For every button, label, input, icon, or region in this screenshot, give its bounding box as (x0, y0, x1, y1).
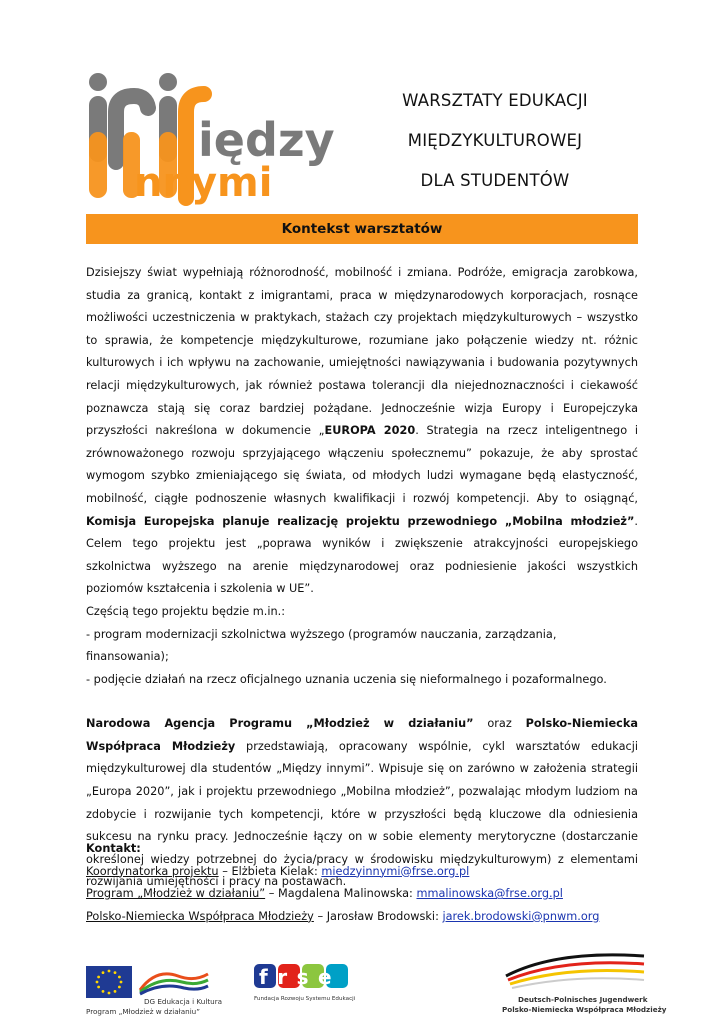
p1-text-1: Dzisiejszy świat wypełniają różnorodność, mobilność i zmiana. Podróże, emigracja zarobkowa, studia za granicą, kontakt z imigrantami, praca w międzynarodowych korporacjach, rosnące możliwości uczestniczenia w praktykach, stażach czy projektach międzykulturowych – wszystko to sprawia, że kompetencje międzykulturowe, rozumiane jako połączenie wiedzy nt. różnic kulturowych i ich wpływu na zachowanie, umiejętności nawiązywania i budowania pozytywnych relacji międzykulturowych, jak również postawa tolerancji dla niejednoznaczności i ciekawość poznawcza stają się coraz bardziej pożądane. Jednocześnie wizja Europy i Europejczyka przyszłości nakreślona w dokumencie „ (86, 266, 638, 438)
contact-heading: Kontakt: (86, 842, 141, 855)
list-item: - program modernizacji szkolnictwa wyższego (programów nauczania, zarządzania, finansowania); (86, 627, 557, 664)
contact-row (86, 861, 646, 884)
contact-label: Polsko-Niemiecka Współpraca Młodzieży (86, 909, 314, 923)
eu-youth-in-action-logo (86, 962, 223, 1016)
p2-bold-2: Polsko-Niemiecka Współpraca Młodzieży (86, 717, 638, 753)
main-content (86, 262, 638, 894)
p2-text-2: przedstawiają, opracowany wspólnie, cykl warsztatów edukacji międzykulturowej dla studentów „Między innymi”. Wpisuje się on zarówno w założenia strategii „Europa 2020”, jak i projektu przewodniego „Mobilna młodzież”, pozwalając młodym ludziom na zdobycie i rozwijanie tych kompetencji, które w przyszłości będą kluczowe dla odniesienia sukcesu na rynku pracy. Jednocześnie łączy on w sobie elementy merytoryczne (dostarczanie określonej wiedzy potrzebnej do życia/pracy w środowisku międzykulturowym) z elementami rozwijania umiejętności i pracy na postawach. (86, 739, 638, 889)
contact-person: – Elżbieta Kielak: (218, 864, 322, 878)
pnwm-line-1: Deutsch-Polnisches Jugendwerk (518, 995, 648, 1004)
logo-text-bottom: nnymi (134, 160, 273, 206)
p1-text-3: . Celem tego projektu jest „poprawa wyników i zwiększenie atrakcyjności europejskiego szkolnictwa wyższego na arenie międzynarodowej oraz podniesienie jakości wszystkich poziomów kształcenia i szkolenia w UE”. (86, 514, 638, 596)
contact-person: – Magdalena Malinowska: (265, 887, 417, 901)
miedzy-innymi-logo (86, 72, 335, 206)
email-link[interactable]: mmalinowska@frse.org.pl (416, 887, 563, 901)
page-title (370, 88, 620, 208)
p2-bold-1: Narodowa Agencja Programu „Młodzież w działaniu” (86, 717, 474, 731)
eu-program: Program „Młodzież w działaniu” (86, 1007, 200, 1016)
pnwm-line-2: Polsko-Niemiecka Współpraca Młodzieży (502, 1005, 667, 1014)
frse-caption: Fundacja Rozwoju Systemu Edukacji (254, 996, 356, 1002)
p2-text-1: oraz (473, 717, 526, 731)
contact-person: – Jarosław Brodowski: (313, 909, 443, 923)
logo-text-top: iędzy (198, 113, 335, 167)
p1-bold-1: EUROPA 2020 (324, 424, 416, 438)
paragraph-1 (86, 262, 638, 601)
contact-section (86, 838, 646, 928)
title-line-2: MIĘDZYKULTUROWEJ (407, 131, 583, 150)
list-intro: Częścią tego projektu będzie m.in.: (86, 604, 286, 618)
email-link[interactable]: jarek.brodowski@pnwm.org (442, 909, 600, 923)
contact-row (86, 906, 646, 929)
contact-label: Program „Młodzież w działaniu” (86, 887, 266, 901)
eu-caption: DG Edukacja i Kultura (144, 997, 223, 1006)
contact-label: Koordynatorka projektu (86, 864, 219, 878)
contact-row (86, 883, 646, 906)
title-line-3: DLA STUDENTÓW (420, 171, 570, 190)
pnwm-logo (496, 950, 667, 1016)
list-item: - podjęcie działań na rzecz oficjalnego uznania uczenia się nieformalnego i pozaformalnego. (86, 672, 607, 686)
title-line-1: WARSZTATY EDUKACJI (402, 91, 588, 110)
p1-bold-2: Komisja Europejska planuje realizację projektu przewodniego „Mobilna młodzież” (86, 514, 635, 528)
section-title-bar: Kontekst warsztatów (86, 214, 638, 244)
frse-wordmark: frse (259, 965, 342, 989)
p1-text-2: . Strategia na rzecz inteligentnego i zrównoważonego rozwoju sprzyjającego włączeniu społecznemu” pokazuje, że aby sprostać wymogom szybko zmieniającego się świata, od młodych ludzi wymagane będą elastyczność, mobilność, ciągłe podnoszenie własnych kwalifikacji i rozwój kompetencji. Aby to osiągnąć, (86, 424, 638, 505)
frse-logo (252, 962, 362, 1016)
email-link[interactable]: miedzyinnymi@frse.org.pl (321, 864, 470, 878)
